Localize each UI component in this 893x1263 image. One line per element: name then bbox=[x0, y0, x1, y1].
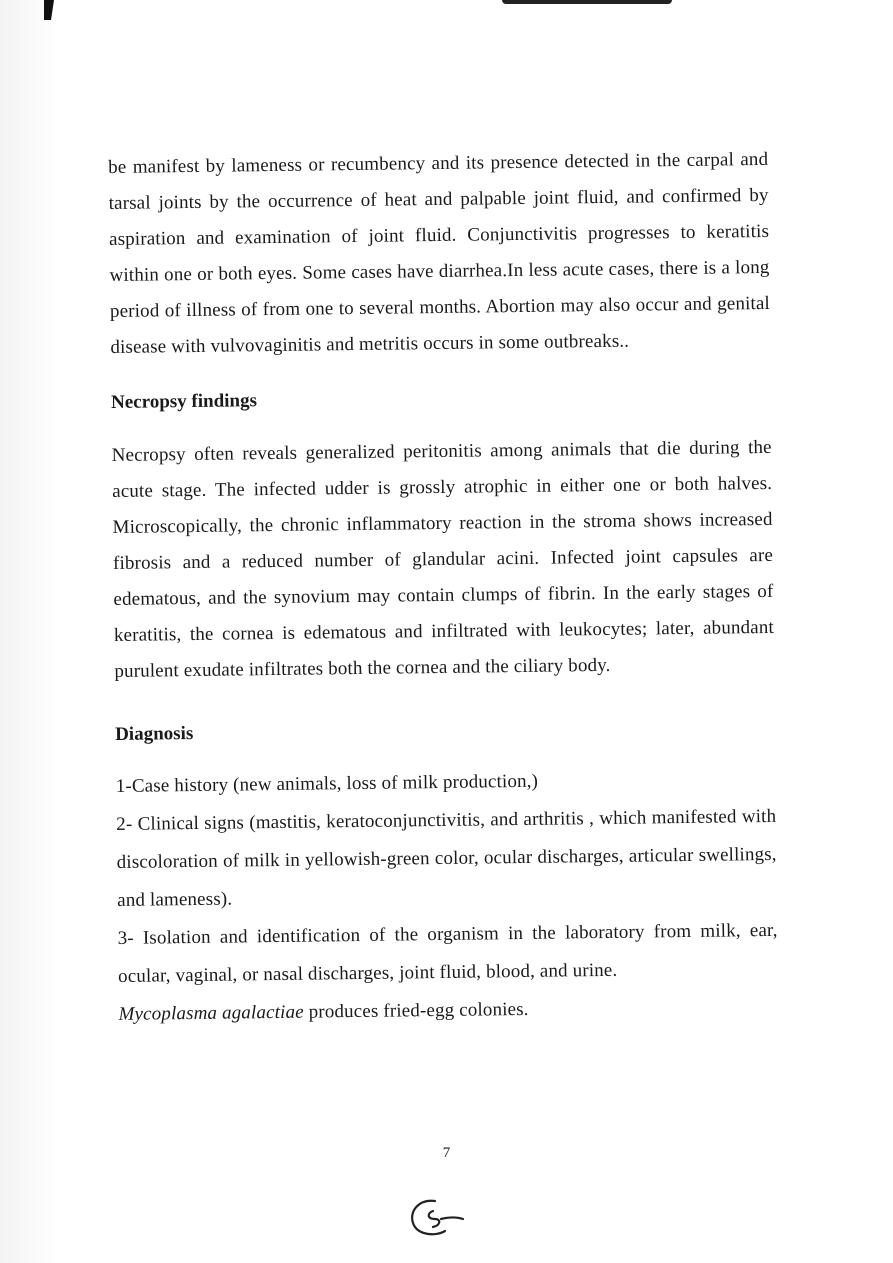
intro-paragraph: be manifest by lameness or recumbency and its presence detected in the carpal and tarsal joints by the occurrence of heat and palpable joint fluid, and confirmed by aspiration and examination of joint fluid. Conjunctivitis progresses to keratitis within one or both eyes. Some cases have diarrhea.In less acute cases, there is a long period of illness of from one to several months. Abortion may also occur and genital disease with vulvovaginitis and metritis occurs in some outbreaks.. bbox=[108, 148, 771, 358]
scan-corner-mark bbox=[44, 0, 54, 20]
organism-note: produces fried-egg colonies. bbox=[303, 998, 529, 1023]
necropsy-heading: Necropsy findings bbox=[110, 390, 258, 413]
organism-name: Mycoplasma agalactiae bbox=[118, 1001, 304, 1025]
page-content bbox=[108, 142, 779, 1034]
diagnosis-heading: Diagnosis bbox=[115, 723, 194, 745]
scan-edge-shadow bbox=[0, 0, 60, 1263]
necropsy-paragraph: Necropsy often reveals generalized peritonitis among animals that die during the acute stage. The infected udder is grossly atrophic in either one or both halves. Microscopically, the chronic inflammatory reaction in the stroma shows increased fibrosis and a reduced number of glandular acini. Infected joint capsules are edematous, and the synovium may contain clumps of fibrin. In the early stages of keratitis, the cornea is edematous and infiltrated with leukocytes; later, abundant purulent exudate infiltrates both the cornea and the ciliary body. bbox=[111, 436, 775, 682]
handwritten-mark bbox=[405, 1195, 467, 1239]
organism-line bbox=[118, 988, 778, 1034]
diagnosis-item-2: 2- Clinical signs (mastitis, keratoconjunctivitis, and arthritis , which manifested with discoloration of milk in yellowish-green color, ocular discharges, articular swellings, and lameness). bbox=[116, 805, 777, 911]
page-number: 7 bbox=[442, 1145, 451, 1161]
diagnosis-item-1: 1-Case history (new animals, loss of milk production,) bbox=[115, 770, 539, 797]
top-edge-mark bbox=[502, 0, 672, 4]
diagnosis-list bbox=[116, 760, 779, 1034]
diagnosis-item-3: 3- Isolation and identification of the organism in the laboratory from milk, ear, ocular, vaginal, or nasal discharges, joint fluid, blood, and urine. bbox=[117, 919, 778, 987]
